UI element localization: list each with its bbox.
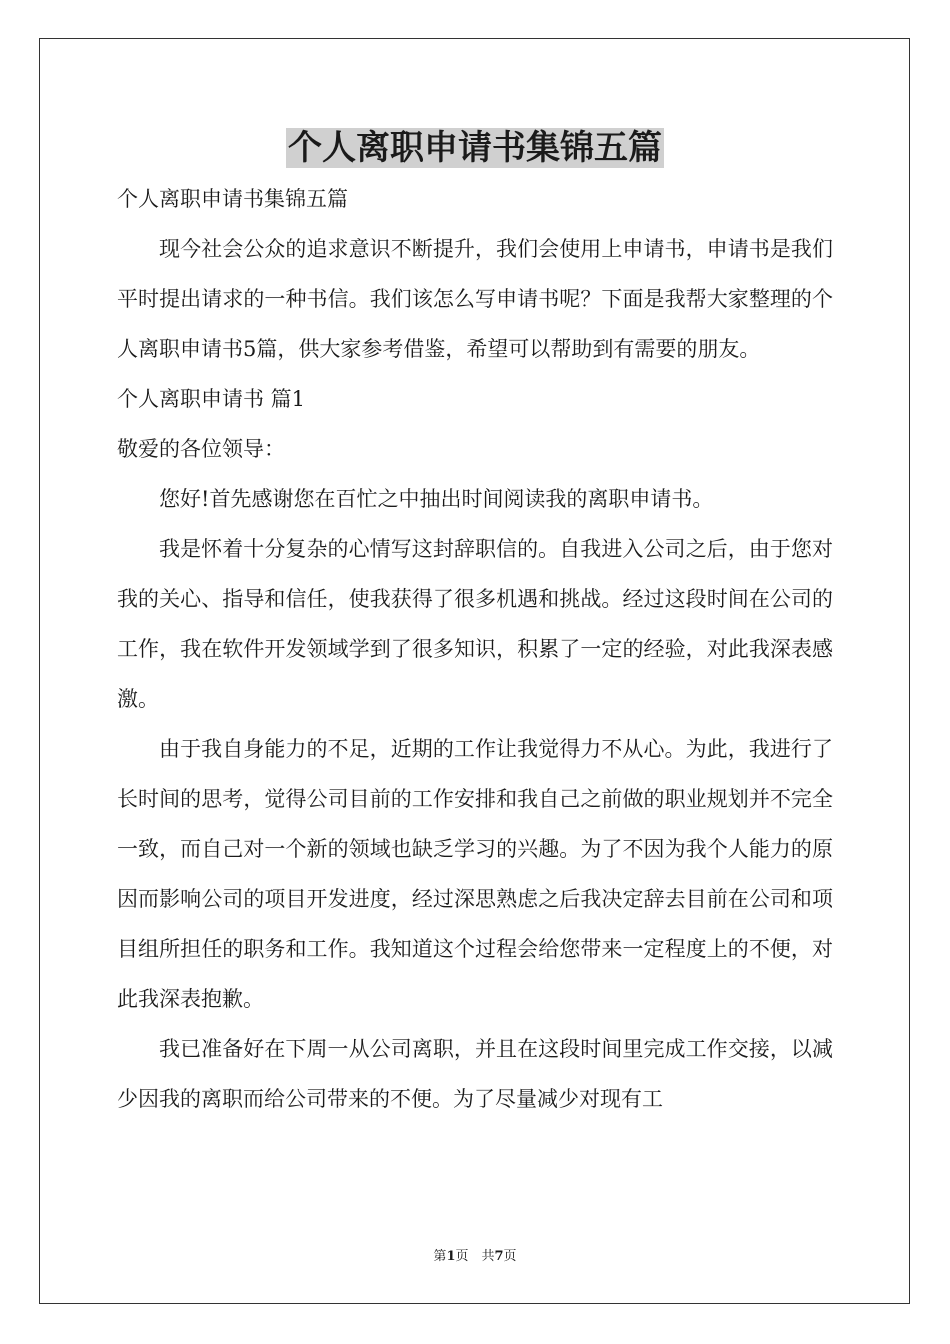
page-total: 7 [494,1249,504,1264]
page-prefix: 第 [433,1249,447,1264]
page-suffix: 页 [503,1249,517,1264]
document-body [117,174,833,1124]
page-footer [0,1248,950,1266]
page-current: 1 [446,1249,456,1264]
document-title-text: 个人离职申请书集锦五篇 [288,128,662,168]
salutation: 敬爱的各位领导： [117,437,285,461]
body-paragraph: 您好!首先感谢您在百忙之中抽出时间阅读我的离职申请书。 [159,487,714,511]
body-paragraph: 由于我自身能力的不足，近期的工作让我觉得力不从心。为此，我进行了长时间的思考，觉得公司目前的工作安排和我自己之前做的职业规划并不完全一致，而自己对一个新的领域也缺乏学习的兴趣。为了不因为我个人能力的原因而影响公司的项目开发进度，经过深思熟虑之后我决定辞去目前在公司和项目组所担任的职务和工作。我知道这个过程会给您带来一定程度上的不便，对此我深表抱歉。 [117,737,833,1011]
document-title [0,124,950,172]
section-heading: 个人离职申请书 篇1 [117,387,306,411]
subtitle-line: 个人离职申请书集锦五篇 [117,187,348,211]
body-paragraph: 我是怀着十分复杂的心情写这封辞职信的。自我进入公司之后，由于您对我的关心、指导和信任，使我获得了很多机遇和挑战。经过这段时间在公司的工作，我在软件开发领域学到了很多知识，积累了一定的经验，对此我深表感激。 [117,537,833,711]
page-mid: 页 共 [455,1249,495,1264]
body-paragraph: 我已准备好在下周一从公司离职，并且在这段时间里完成工作交接，以减少因我的离职而给公司带来的不便。为了尽量减少对现有工 [117,1037,833,1111]
intro-paragraph: 现今社会公众的追求意识不断提升，我们会使用上申请书，申请书是我们平时提出请求的一种书信。我们该怎么写申请书呢？下面是我帮大家整理的个人离职申请书5篇，供大家参考借鉴，希望可以帮助到有需要的朋友。 [117,237,833,361]
